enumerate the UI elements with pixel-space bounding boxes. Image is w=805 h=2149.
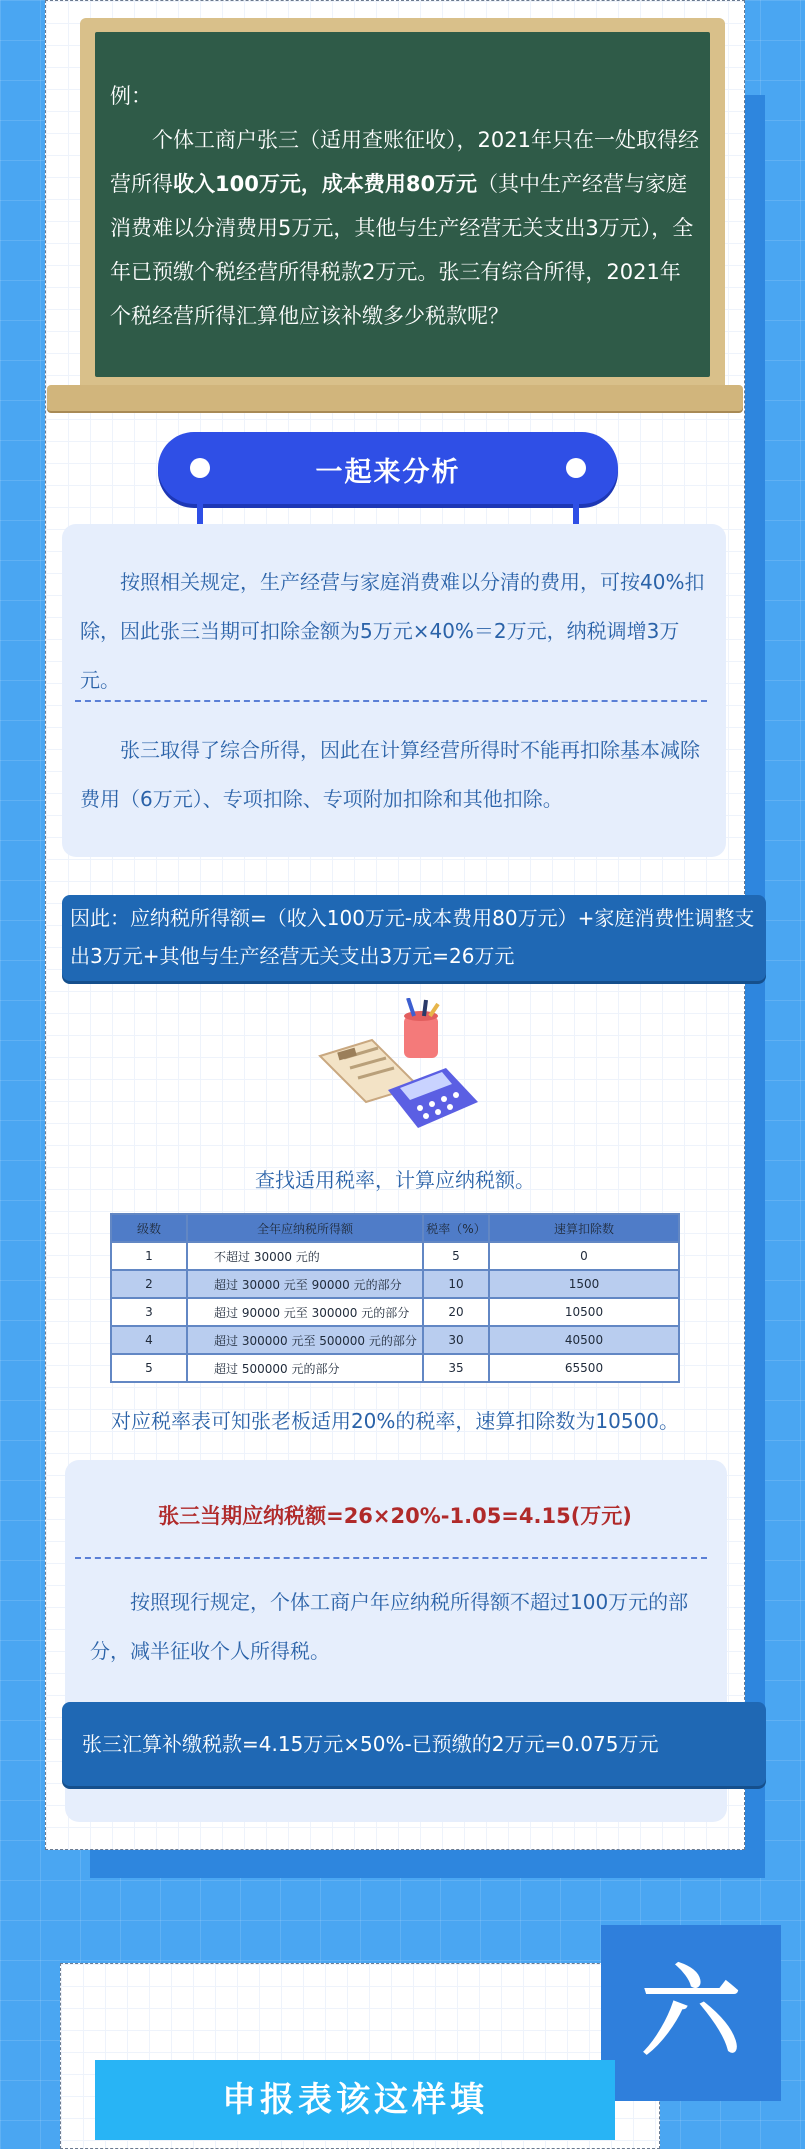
next-section-title: 申报表该这样填: [222, 2080, 488, 2120]
dashed-divider-2: [75, 1557, 707, 1559]
banner-post-right: [573, 504, 579, 526]
rate-note: 对应税率表可知张老板适用20%的税率，速算扣除数为10500。: [110, 1409, 680, 1433]
table-cell: 不超过 30000 元的: [187, 1242, 423, 1270]
header-level: 级数: [111, 1214, 187, 1242]
table-cell: 65500: [489, 1354, 679, 1382]
next-section-heading: [95, 2060, 615, 2140]
section-number: 六: [641, 1954, 741, 2071]
table-cell: 5: [111, 1354, 187, 1382]
example-part-3: （其中生产经营与家庭消费难以分清费用5万元，其他与生产经营无关支出3万元），全年已预缴个税经营所得税款2万元。张三有综合所得，2021年个税经营所得汇算他应该补缴多少税款呢？: [110, 172, 694, 328]
table-cell: 3: [111, 1298, 187, 1326]
analysis-para-1: 按照相关规定，生产经营与家庭消费难以分清的费用，可按40%扣除，因此张三当期可扣除金额为5万元×40%＝2万元，纳税调增3万元。: [80, 570, 705, 692]
example-text: [110, 74, 700, 338]
header-rate: 税率（%）: [423, 1214, 489, 1242]
header-income: 全年应纳税所得额: [187, 1214, 423, 1242]
table-cell: 超过 30000 元至 90000 元的部分: [187, 1270, 423, 1298]
chalkboard-ledge: [47, 385, 743, 411]
table-header-row: [111, 1214, 679, 1242]
table-cell: 40500: [489, 1326, 679, 1354]
analysis-title: 一起来分析: [315, 457, 461, 488]
table-row: [111, 1354, 679, 1382]
table-cell: 0: [489, 1242, 679, 1270]
tax-calculation: 张三当期应纳税额=26×20%-1.05=4.15(万元): [158, 1504, 632, 1528]
example-paragraph: [110, 118, 700, 338]
dashed-divider-1: [75, 700, 707, 702]
policy-note: 按照现行规定，个体工商户年应纳税所得额不超过100万元的部分，减半征收个人所得税。: [90, 1590, 689, 1663]
section-number-box: [601, 1925, 781, 2101]
banner-post-left: [197, 504, 203, 526]
table-cell: 超过 90000 元至 300000 元的部分: [187, 1298, 423, 1326]
table-cell: 超过 500000 元的部分: [187, 1354, 423, 1382]
example-part-1: 个体工商户张三（适用查账征收），2021年只在一处取得经营所得: [110, 128, 699, 196]
example-label: 例：: [110, 84, 152, 108]
analysis-banner: [158, 432, 618, 504]
table-cell: 5: [423, 1242, 489, 1270]
calculator-illustration: [314, 998, 484, 1138]
table-cell: 1500: [489, 1270, 679, 1298]
table-cell: 10500: [489, 1298, 679, 1326]
table-cell: 10: [423, 1270, 489, 1298]
taxable-income-formula: 因此：应纳税所得额=（收入100万元-成本费用80万元）+家庭消费性调整支出3万元+其他与生产经营无关支出3万元=26万元: [62, 895, 766, 981]
table-row: [111, 1298, 679, 1326]
analysis-para-2: 张三取得了综合所得，因此在计算经营所得时不能再扣除基本减除费用（6万元）、专项扣除、专项附加扣除和其他扣除。: [80, 738, 700, 811]
table-row: [111, 1270, 679, 1298]
table-cell: 超过 300000 元至 500000 元的部分: [187, 1326, 423, 1354]
header-deduction: 速算扣除数: [489, 1214, 679, 1242]
table-cell: 1: [111, 1242, 187, 1270]
table-cell: 4: [111, 1326, 187, 1354]
tax-rate-table: [110, 1213, 680, 1383]
pen-cup-icon: [404, 998, 438, 1058]
example-part-2-bold: 收入100万元，成本费用80万元: [173, 172, 478, 196]
table-cell: 20: [423, 1298, 489, 1326]
find-rate-text: 查找适用税率，计算应纳税额。: [255, 1168, 535, 1192]
table-cell: 2: [111, 1270, 187, 1298]
final-tax-formula: 张三汇算补缴税款=4.15万元×50%-已预缴的2万元=0.075万元: [62, 1702, 766, 1786]
table-cell: 35: [423, 1354, 489, 1382]
table-row: [111, 1326, 679, 1354]
table-cell: 30: [423, 1326, 489, 1354]
table-row: [111, 1242, 679, 1270]
